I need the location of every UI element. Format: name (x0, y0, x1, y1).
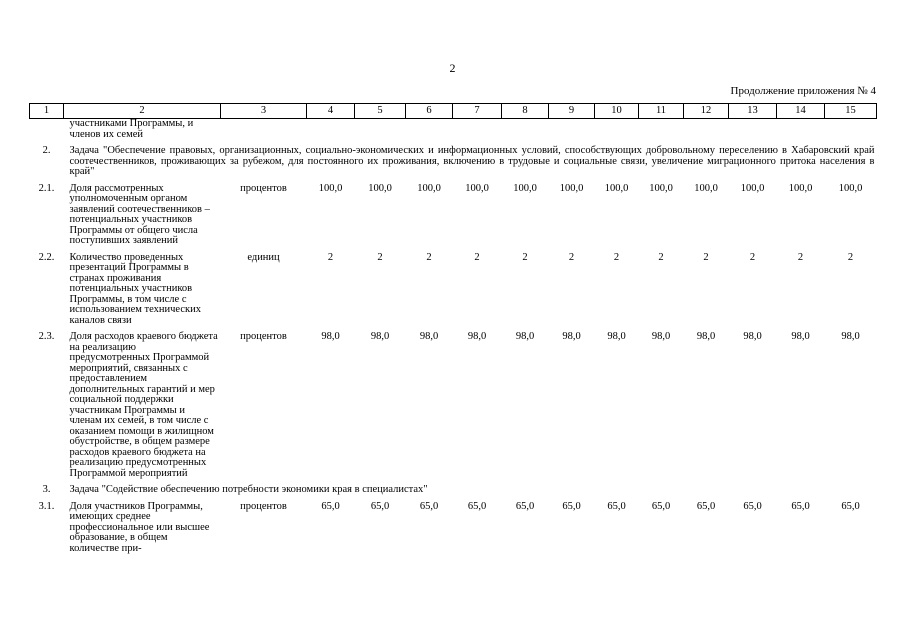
task-number: 2. (42, 145, 51, 156)
value-cell: 65,0 (841, 500, 860, 512)
task-text: Задача "Содействие обеспечению потребности экономики края в специалистах" (69, 484, 428, 495)
value-cell: 65,0 (321, 500, 340, 512)
task-row (30, 146, 877, 178)
value-cell: 98,0 (370, 331, 390, 342)
indicator-name: Количество проведенных презентаций Программы в странах проживания потенциальных участников Программы, в том числе с использованием технических каналов связи (69, 251, 201, 326)
value-cell: 65,0 (607, 500, 626, 512)
value-cell: 65,0 (515, 500, 535, 512)
header-cell: 1 (30, 104, 64, 119)
value-cell: 98,0 (743, 331, 762, 342)
value-cell: 100,0 (694, 182, 718, 194)
value-cell: 65,0 (696, 500, 716, 512)
value-cell: 98,0 (651, 331, 671, 342)
table-row (30, 253, 877, 327)
value-cell: 2 (847, 251, 854, 263)
task-number: 3. (42, 484, 51, 495)
value-cell: 2 (703, 251, 709, 263)
value-cell: 98,0 (607, 331, 626, 342)
value-cell: 2 (658, 251, 664, 263)
unit-cell: процентов (240, 182, 287, 194)
task-text: Задача "Обеспечение правовых, организационных, социально-экономических и информационных условий, способствующих добровольному переселению в Хабаровский край соотечественников, проживающих за рубежом, для постоянного их проживания, включению в трудовые и социальные связи, увеличение миграционного притока населения в край" (69, 145, 875, 177)
header-cell: 2 (64, 104, 221, 119)
header-cell: 12 (684, 104, 729, 119)
value-cell: 100,0 (318, 182, 343, 194)
value-cell: 65,0 (743, 500, 762, 512)
value-cell: 98,0 (841, 331, 860, 342)
value-cell: 100,0 (559, 182, 584, 194)
value-cell: 98,0 (515, 331, 535, 342)
value-cell: 100,0 (838, 182, 863, 194)
appendix-continuation-label: Продолжение приложения № 4 (730, 85, 876, 97)
value-cell: 100,0 (740, 182, 765, 194)
value-cell: 2 (426, 251, 432, 263)
row-number: 2.1. (38, 182, 55, 194)
indicator-name: Доля расходов краевого бюджета на реализацию предусмотренных Программой мероприятий, связанных с предоставлением дополнительных гарантий и мер социальной поддержки участникам Программы и членам их семей, в том числе с оказанием помощи в жилищном обустройстве, в общем размере расходов краевого бюджета на реализацию предусмотренных Программой мероприятий (69, 331, 218, 479)
page-number: 2 (449, 61, 456, 75)
value-cell: 100,0 (649, 182, 673, 194)
column-number-header (30, 104, 877, 119)
header-cell: 7 (453, 104, 502, 119)
value-cell: 65,0 (467, 500, 487, 512)
value-cell: 2 (474, 251, 480, 263)
indicator-name: Доля участников Программы, имеющих среднее профессиональное или высшее образование, в общем количестве при- (69, 500, 210, 554)
value-cell: 100,0 (465, 182, 489, 194)
header-cell: 6 (406, 104, 453, 119)
value-cell: 100,0 (417, 182, 441, 194)
header-cell: 15 (825, 104, 877, 119)
table-row (30, 184, 877, 247)
value-cell: 65,0 (791, 500, 810, 512)
row-number: 3.1. (38, 500, 55, 512)
value-cell: 100,0 (604, 182, 629, 194)
header-cell: 13 (729, 104, 777, 119)
value-cell: 2 (613, 251, 620, 263)
header-cell: 10 (595, 104, 639, 119)
value-cell: 2 (749, 251, 756, 263)
value-cell: 98,0 (696, 331, 716, 342)
value-cell: 100,0 (788, 182, 813, 194)
value-cell: 98,0 (419, 331, 439, 342)
value-cell: 2 (797, 251, 804, 263)
row-number: 2.3. (38, 331, 55, 342)
value-cell: 98,0 (467, 331, 487, 342)
value-cell: 2 (522, 251, 528, 263)
unit-cell: процентов (240, 331, 287, 342)
header-cell: 9 (549, 104, 595, 119)
value-cell: 65,0 (562, 500, 581, 512)
header-cell: 14 (777, 104, 825, 119)
header-cell: 8 (502, 104, 549, 119)
value-cell: 65,0 (419, 500, 439, 512)
value-cell: 98,0 (321, 331, 340, 342)
value-cell: 2 (568, 251, 575, 263)
header-cell: 11 (639, 104, 684, 119)
value-cell: 98,0 (791, 331, 810, 342)
value-cell: 65,0 (370, 500, 390, 512)
header-cell: 3 (221, 104, 307, 119)
value-cell: 65,0 (651, 500, 671, 512)
value-cell: 2 (377, 251, 383, 263)
unit-cell: единиц (247, 251, 280, 263)
indicators-table (29, 103, 877, 554)
header-cell: 5 (355, 104, 406, 119)
value-cell: 100,0 (513, 182, 537, 194)
unit-cell: процентов (240, 500, 287, 512)
row-number: 2.2. (38, 251, 55, 263)
value-cell: 100,0 (368, 182, 392, 194)
carry-over-text: участниками Программы, и членов их семей (69, 118, 194, 140)
value-cell: 98,0 (562, 331, 581, 342)
table-row (30, 502, 877, 555)
carry-over-row (30, 119, 877, 141)
header-cell: 4 (307, 104, 355, 119)
task-row (30, 485, 877, 496)
value-cell: 2 (327, 251, 334, 263)
indicator-name: Доля рассмотренных уполномоченным органом заявлений соотечественников – потенциальных участников Программы от общего числа поступивших заявлений (69, 182, 210, 246)
table-row (30, 332, 877, 479)
